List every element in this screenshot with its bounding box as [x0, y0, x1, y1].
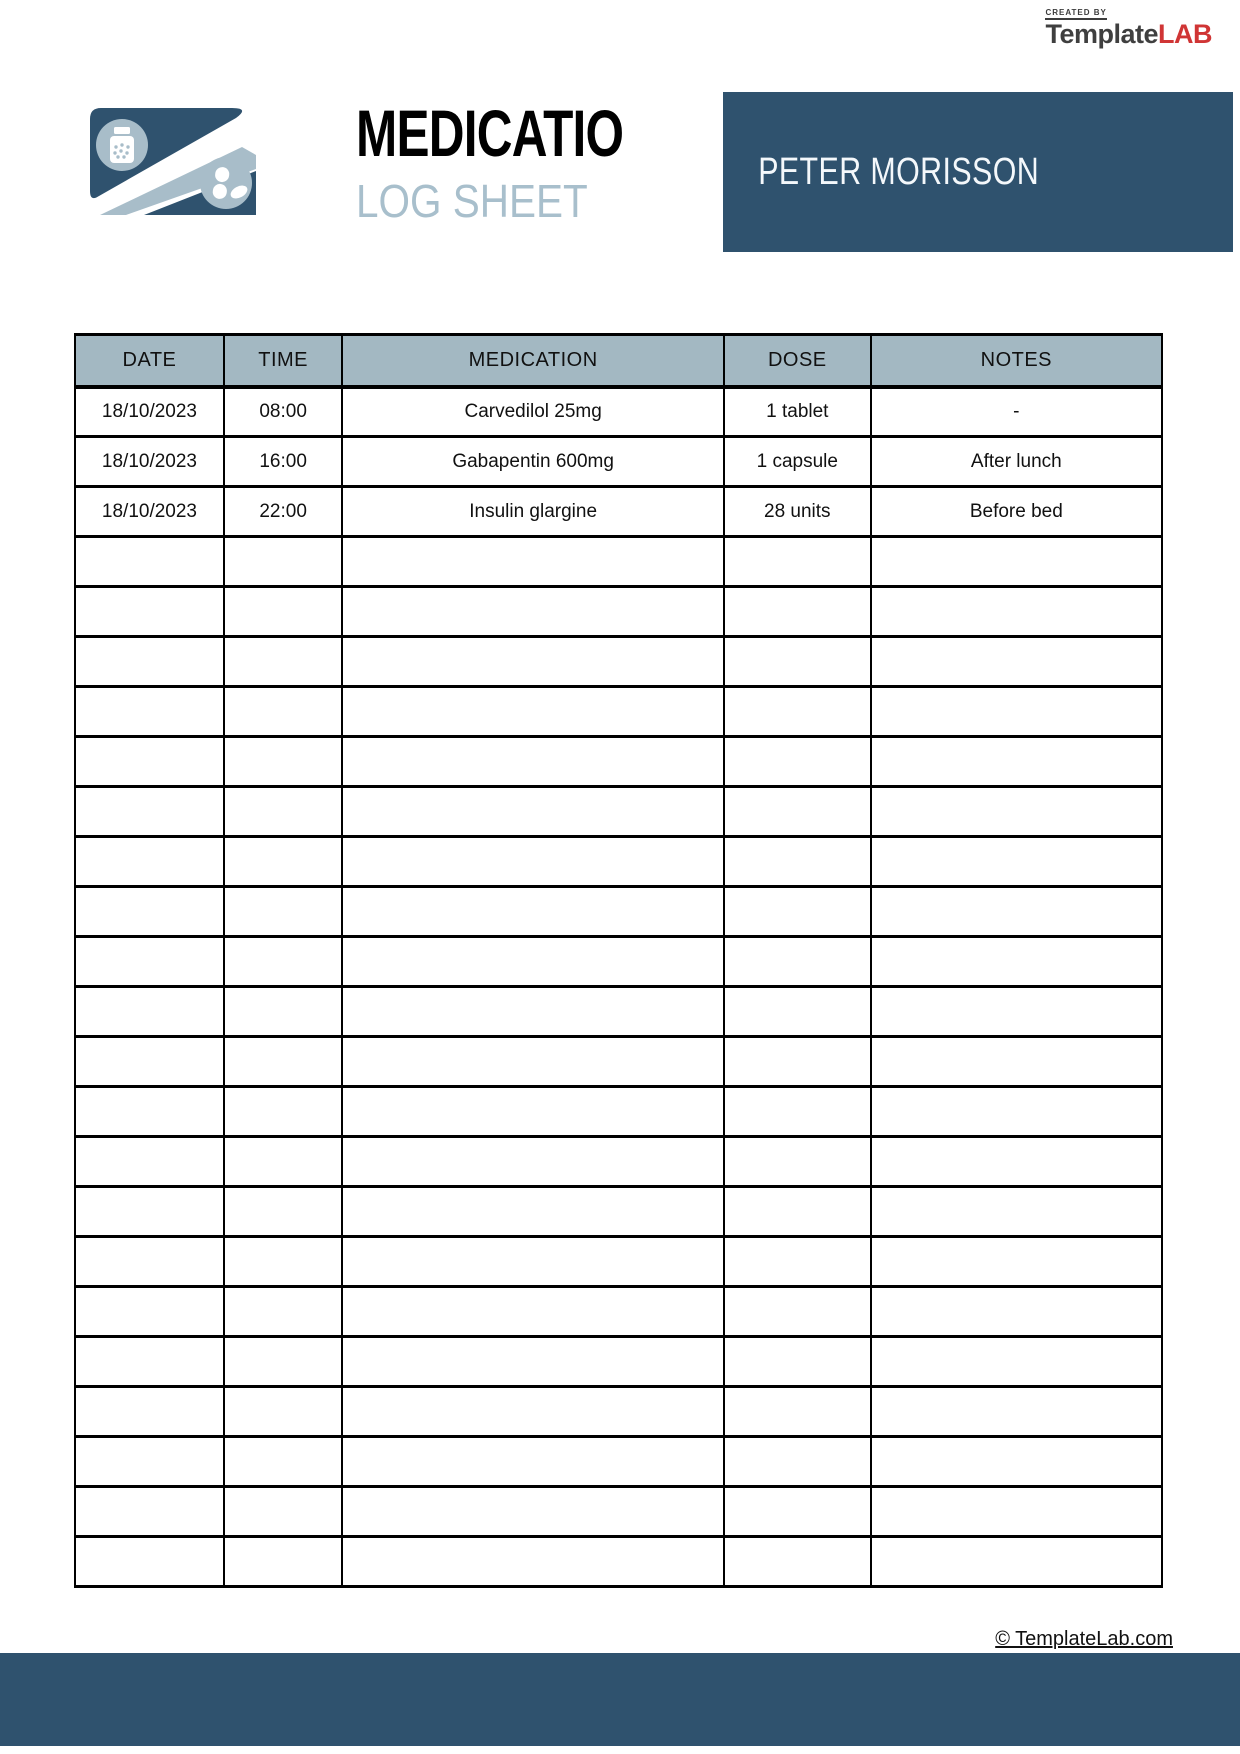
cell-dose: 1 tablet [724, 387, 871, 437]
cell-medication [342, 937, 724, 987]
table-row [75, 387, 1162, 437]
cell-date: 18/10/2023 [75, 387, 224, 437]
cell-date [75, 1087, 224, 1137]
table-row [75, 1237, 1162, 1287]
cell-time [224, 1187, 342, 1237]
cell-medication [342, 1537, 724, 1587]
cell-time [224, 1537, 342, 1587]
cell-date [75, 537, 224, 587]
created-by-label: CREATED BY [1045, 8, 1106, 20]
table-row [75, 1437, 1162, 1487]
cell-medication [342, 737, 724, 787]
cell-notes [871, 1437, 1162, 1487]
cell-time [224, 687, 342, 737]
cell-date [75, 737, 224, 787]
cell-time [224, 1037, 342, 1087]
cell-notes [871, 1337, 1162, 1387]
cell-time [224, 537, 342, 587]
cell-date [75, 887, 224, 937]
cell-dose [724, 1137, 871, 1187]
cell-notes [871, 987, 1162, 1037]
cell-notes [871, 1387, 1162, 1437]
patient-name: PETER MORISSON [758, 150, 1040, 193]
cell-time [224, 587, 342, 637]
cell-dose [724, 1437, 871, 1487]
cell-dose [724, 937, 871, 987]
table-row [75, 1287, 1162, 1337]
cell-date [75, 687, 224, 737]
cell-notes [871, 1087, 1162, 1137]
cell-notes [871, 887, 1162, 937]
cell-date [75, 587, 224, 637]
cell-notes [871, 687, 1162, 737]
cell-dose [724, 1487, 871, 1537]
cell-medication [342, 987, 724, 1037]
cell-date [75, 1387, 224, 1437]
cell-notes [871, 787, 1162, 837]
cell-time [224, 837, 342, 887]
cell-medication [342, 637, 724, 687]
cell-medication [342, 837, 724, 887]
cell-date [75, 1487, 224, 1537]
cell-notes [871, 1187, 1162, 1237]
table-row [75, 1387, 1162, 1437]
cell-time [224, 1387, 342, 1437]
cell-dose [724, 637, 871, 687]
table-row [75, 487, 1162, 537]
cell-medication [342, 1337, 724, 1387]
cell-dose [724, 537, 871, 587]
medication-logo-graphic [78, 95, 256, 215]
cell-date [75, 1137, 224, 1187]
cell-time [224, 737, 342, 787]
cell-time [224, 1087, 342, 1137]
cell-date [75, 1187, 224, 1237]
cell-dose [724, 887, 871, 937]
cell-notes [871, 837, 1162, 887]
table-row [75, 887, 1162, 937]
cell-dose: 1 capsule [724, 437, 871, 487]
cell-date [75, 1537, 224, 1587]
cell-medication [342, 887, 724, 937]
footer-copyright-link[interactable]: © TemplateLab.com [995, 1628, 1173, 1650]
cell-medication [342, 1437, 724, 1487]
table-row [75, 587, 1162, 637]
cell-dose [724, 837, 871, 887]
cell-medication [342, 787, 724, 837]
table-row [75, 637, 1162, 687]
cell-medication [342, 1137, 724, 1187]
cell-dose [724, 1237, 871, 1287]
table-row [75, 1137, 1162, 1187]
title-block [356, 96, 712, 227]
table-row [75, 737, 1162, 787]
cell-date [75, 987, 224, 1037]
cell-notes [871, 1237, 1162, 1287]
cell-date [75, 1287, 224, 1337]
cell-notes [871, 1287, 1162, 1337]
cell-notes [871, 737, 1162, 787]
log-table [74, 333, 1163, 1588]
cell-medication: Insulin glargine [342, 487, 724, 537]
cell-dose [724, 687, 871, 737]
cell-dose [724, 587, 871, 637]
patient-name-box [723, 92, 1233, 252]
cell-time [224, 637, 342, 687]
cell-time [224, 887, 342, 937]
cell-date [75, 637, 224, 687]
cell-medication [342, 1387, 724, 1437]
cell-notes [871, 1537, 1162, 1587]
page-title: MEDICATIO [356, 96, 624, 170]
cell-notes [871, 1137, 1162, 1187]
cell-date: 18/10/2023 [75, 487, 224, 537]
cell-medication [342, 1287, 724, 1337]
bottom-bar [0, 1653, 1240, 1746]
cell-medication [342, 1237, 724, 1287]
column-header-medication: MEDICATION [342, 335, 724, 387]
cell-notes [871, 587, 1162, 637]
cell-time: 08:00 [224, 387, 342, 437]
medicine-bottle-icon [96, 119, 148, 171]
cell-time [224, 1437, 342, 1487]
cell-time [224, 937, 342, 987]
cell-medication: Gabapentin 600mg [342, 437, 724, 487]
cell-dose [724, 1337, 871, 1387]
table-row [75, 1487, 1162, 1537]
cell-medication [342, 537, 724, 587]
table-row [75, 987, 1162, 1037]
cell-dose [724, 1037, 871, 1087]
table-row [75, 937, 1162, 987]
cell-dose [724, 1187, 871, 1237]
cell-medication [342, 1087, 724, 1137]
table-header-row [75, 335, 1162, 387]
table-wrap [74, 333, 1163, 1588]
capsule-pills-icon [200, 157, 252, 209]
column-header-notes: NOTES [871, 335, 1162, 387]
cell-dose [724, 1537, 871, 1587]
table-row [75, 837, 1162, 887]
table-row [75, 1087, 1162, 1137]
cell-dose [724, 737, 871, 787]
table-body [75, 387, 1162, 1587]
cell-time [224, 987, 342, 1037]
cell-time [224, 1137, 342, 1187]
cell-notes [871, 637, 1162, 687]
column-header-time: TIME [224, 335, 342, 387]
cell-notes [871, 1487, 1162, 1537]
cell-date [75, 1237, 224, 1287]
table-row [75, 687, 1162, 737]
cell-medication [342, 587, 724, 637]
cell-dose [724, 1387, 871, 1437]
brand-name-primary: Template [1045, 19, 1158, 49]
cell-notes: After lunch [871, 437, 1162, 487]
cell-date [75, 937, 224, 987]
cell-date [75, 837, 224, 887]
cell-time [224, 1487, 342, 1537]
cell-time [224, 787, 342, 837]
cell-medication [342, 687, 724, 737]
cell-notes [871, 537, 1162, 587]
templatelab-logo[interactable] [1045, 8, 1212, 48]
cell-time [224, 1287, 342, 1337]
table-row [75, 1187, 1162, 1237]
cell-notes [871, 937, 1162, 987]
table-row [75, 537, 1162, 587]
cell-time [224, 1337, 342, 1387]
table-row [75, 1337, 1162, 1387]
cell-notes [871, 1037, 1162, 1087]
cell-date [75, 1337, 224, 1387]
column-header-date: DATE [75, 335, 224, 387]
cell-time: 16:00 [224, 437, 342, 487]
cell-medication: Carvedilol 25mg [342, 387, 724, 437]
column-header-dose: DOSE [724, 335, 871, 387]
table-row [75, 437, 1162, 487]
cell-medication [342, 1187, 724, 1237]
cell-medication [342, 1037, 724, 1087]
cell-notes: Before bed [871, 487, 1162, 537]
table-row [75, 787, 1162, 837]
cell-date [75, 1037, 224, 1087]
cell-date: 18/10/2023 [75, 437, 224, 487]
cell-dose [724, 787, 871, 837]
table-row [75, 1037, 1162, 1087]
brand-name-accent: LAB [1158, 19, 1212, 49]
cell-dose [724, 1087, 871, 1137]
cell-notes: - [871, 387, 1162, 437]
table-row [75, 1537, 1162, 1587]
page-subtitle: LOG SHEET [356, 175, 588, 227]
medication-logo [78, 95, 256, 220]
cell-dose [724, 1287, 871, 1337]
table-header [75, 335, 1162, 387]
cell-dose: 28 units [724, 487, 871, 537]
brand-name [1045, 20, 1212, 48]
cell-dose [724, 987, 871, 1037]
cell-medication [342, 1487, 724, 1537]
cell-date [75, 787, 224, 837]
cell-time [224, 1237, 342, 1287]
cell-time: 22:00 [224, 487, 342, 537]
cell-date [75, 1437, 224, 1487]
